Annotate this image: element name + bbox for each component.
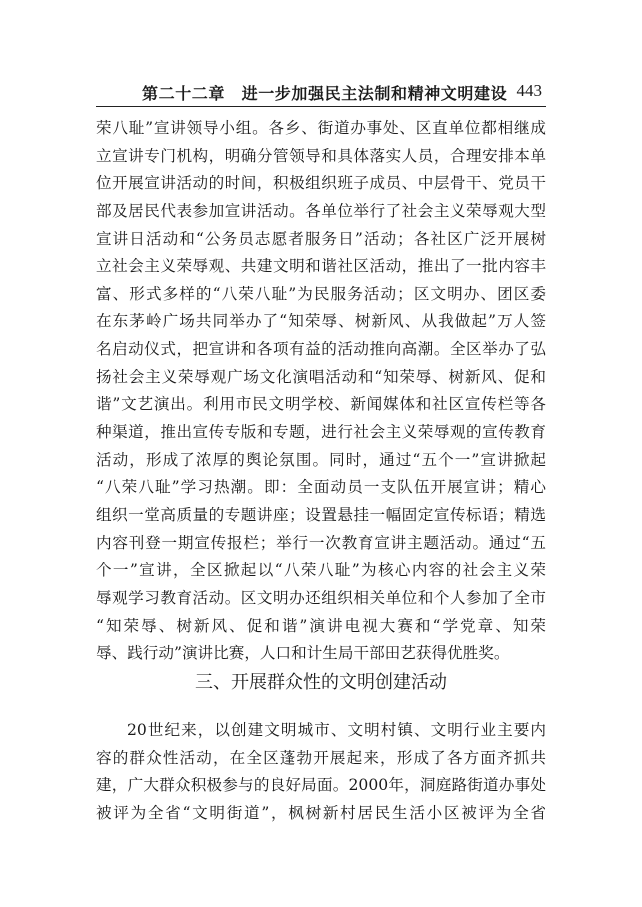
paragraph-1 <box>96 115 546 668</box>
text-line: 立社会主义荣辱观、共建文明和谐社区活动，推出了一批内容丰 <box>96 257 546 276</box>
text-line: 辱观学习教育活动。区文明办还组织相关单位和个人参加了全市 <box>96 588 546 607</box>
text-line: 内容刊登一期宣传报栏；举行一次教育宣讲主题活动。通过“五 <box>96 533 546 552</box>
text-line: 位开展宣讲活动的时间，积极组织班子成员、中层骨干、党员干 <box>96 174 546 193</box>
text-line: 种渠道，推出宣传专版和专题，进行社会主义荣辱观的宣传教育 <box>96 423 546 442</box>
text-line: 在东茅岭广场共同举办了“知荣辱、树新风、从我做起”万人签 <box>96 312 546 331</box>
text-line: 富、形式多样的“八荣八耻”为民服务活动；区文明办、团区委 <box>96 284 546 303</box>
text-line: 活动，形成了浓厚的舆论氛围。同时，通过“五个一”宣讲掀起 <box>96 450 546 469</box>
section-heading: 三、开展群众性的文明创建活动 <box>195 672 447 693</box>
text-line: 宣讲日活动和“公务员志愿者服务日”活动；各社区广泛开展树 <box>96 229 546 248</box>
text-line: 立宣讲专门机构，明确分管领导和具体落实人员，合理安排本单 <box>96 146 546 165</box>
text-line: 被评为全省“文明街道”，枫树新村居民生活小区被评为全省 <box>96 803 546 822</box>
text-line: 个一”宣讲，全区掀起以“八荣八耻”为核心内容的社会主义荣 <box>96 561 546 580</box>
text-line: 20世纪来，以创建文明城市、文明村镇、文明行业主要内 <box>127 721 546 739</box>
paragraph-2 <box>96 717 546 828</box>
text-line: 容的群众性活动，在全区蓬勃开展起来，形成了各方面齐抓共 <box>96 748 546 767</box>
text-line: “八荣八耻”学习热潮。即：全面动员一支队伍开展宣讲；精心 <box>96 478 546 497</box>
text-line: 扬社会主义荣辱观广场文化演唱活动和“知荣辱、树新风、促和 <box>96 367 546 386</box>
text-line: 组织一堂高质量的专题讲座；设置悬挂一幅固定宣传标语；精选 <box>96 505 546 524</box>
running-header <box>96 76 546 106</box>
header-rule <box>96 106 546 107</box>
text-line: 名启动仪式，把宣讲和各项有益的活动推向高潮。全区举办了弘 <box>96 340 546 359</box>
text-line: 谐”文艺演出。利用市民文明学校、新闻媒体和社区宣传栏等各 <box>96 395 546 414</box>
chapter-title: 第二十二章 进一步加强民主法制和精神文明建设 <box>142 84 508 103</box>
text-line: 建，广大群众积极参与的良好局面。2000年，洞庭路街道办事处 <box>96 776 546 795</box>
text-line: 部及居民代表参加宣讲活动。各单位举行了社会主义荣辱观大型 <box>96 201 546 220</box>
text-line: 辱、践行动”演讲比赛，人口和计生局干部田艺获得优胜奖。 <box>96 644 510 663</box>
page-number: 443 <box>516 81 542 100</box>
text-line: 荣八耻”宣讲领导小组。各乡、街道办事处、区直单位都相继成 <box>96 119 546 137</box>
text-line: “知荣辱、树新风、促和谐”演讲电视大赛和“学党章、知荣 <box>96 616 546 635</box>
